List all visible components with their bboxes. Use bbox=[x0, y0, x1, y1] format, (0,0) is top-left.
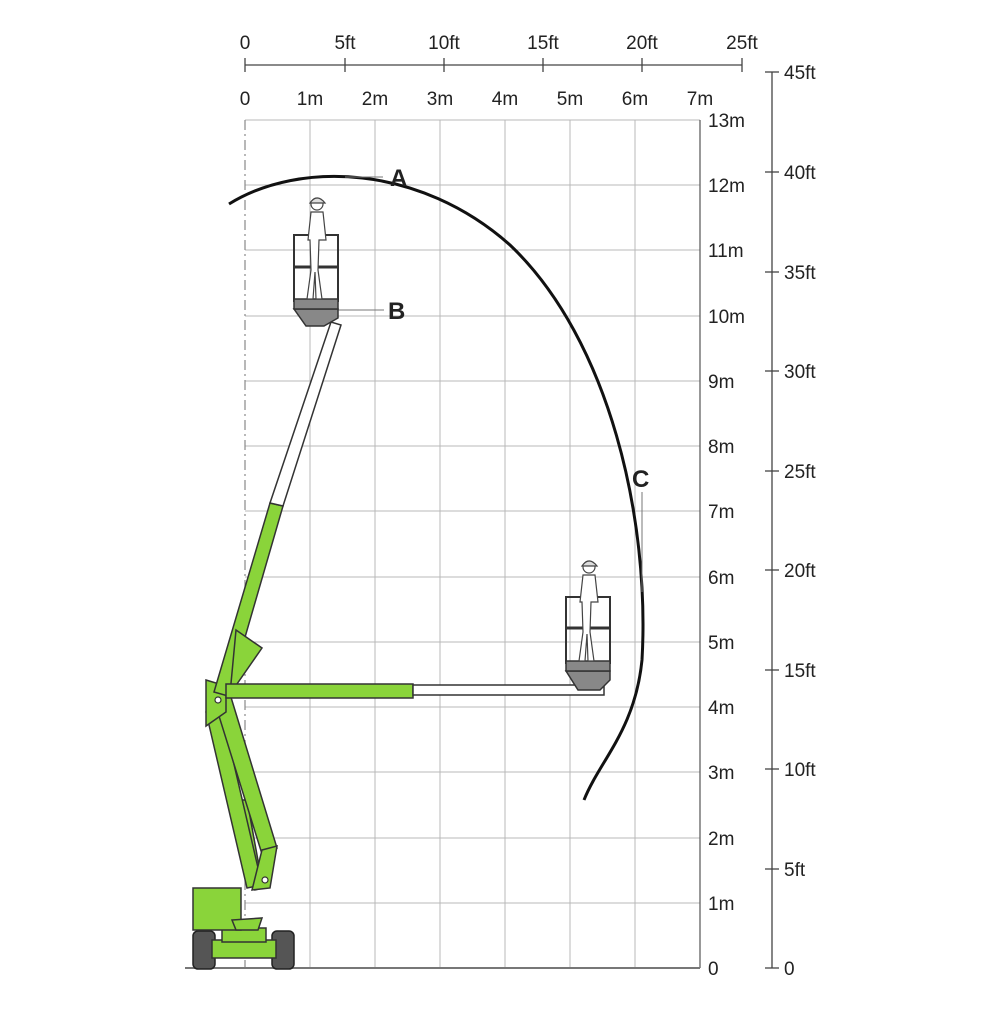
right-ft-tick-label: 45ft bbox=[784, 63, 816, 84]
right-ft-tick-label: 35ft bbox=[784, 263, 816, 284]
top-m-tick-label: 0 bbox=[239, 89, 251, 110]
right-ft-scale bbox=[765, 63, 816, 980]
right-m-tick-label: 10m bbox=[708, 307, 745, 328]
right-ft-tick-label: 10ft bbox=[784, 760, 816, 781]
right-ft-tick-label: 30ft bbox=[784, 362, 816, 383]
right-ft-tick-label: 40ft bbox=[784, 163, 816, 184]
right-ft-tick-label: 5ft bbox=[784, 860, 806, 881]
right-m-tick-label: 0 bbox=[708, 959, 719, 980]
right-ft-tick-label: 0 bbox=[784, 959, 795, 980]
right-ft-tick-label: 25ft bbox=[784, 462, 816, 483]
callout-c-label: C bbox=[632, 466, 650, 493]
right-m-tick-label: 2m bbox=[708, 829, 735, 850]
top-m-tick-label: 6m bbox=[621, 89, 649, 110]
callout-a-label: A bbox=[390, 165, 408, 192]
top-m-tick-label: 4m bbox=[491, 89, 519, 110]
right-m-tick-label: 1m bbox=[708, 894, 735, 915]
main-boom-horizontal bbox=[226, 684, 604, 698]
right-ft-tick-label: 20ft bbox=[784, 561, 816, 582]
top-ft-tick-label: 10ft bbox=[428, 33, 460, 54]
top-ft-tick-label: 5ft bbox=[334, 33, 356, 54]
right-m-tick-label: 6m bbox=[708, 568, 735, 589]
top-ft-tick-label: 0 bbox=[239, 33, 251, 54]
top-ft-tick-label: 25ft bbox=[726, 33, 758, 54]
right-m-tick-label: 4m bbox=[708, 698, 735, 719]
top-m-tick-label: 7m bbox=[686, 89, 714, 110]
top-m-tick-label: 2m bbox=[361, 89, 389, 110]
right-m-tick-label: 3m bbox=[708, 763, 735, 784]
top-m-scale bbox=[240, 89, 713, 110]
working-envelope-curve bbox=[229, 176, 643, 800]
callout-b bbox=[338, 298, 405, 325]
right-m-tick-label: 7m bbox=[708, 502, 735, 523]
top-m-tick-label: 1m bbox=[296, 89, 324, 110]
lower-arm-system bbox=[206, 680, 277, 890]
right-m-tick-label: 9m bbox=[708, 372, 735, 393]
top-ft-tick-label: 20ft bbox=[626, 33, 658, 54]
base-pivot bbox=[262, 877, 268, 883]
right-m-tick-label: 8m bbox=[708, 437, 735, 458]
top-ft-scale bbox=[240, 33, 759, 72]
horizontal-boom-green-section bbox=[226, 684, 413, 698]
callout-b-label: B bbox=[388, 298, 406, 325]
turntable-bracket bbox=[232, 918, 262, 930]
outreach-platform bbox=[566, 561, 610, 690]
outreach-basket-floor bbox=[566, 661, 610, 671]
right-m-tick-label: 13m bbox=[708, 111, 745, 132]
top-m-tick-label: 5m bbox=[556, 89, 584, 110]
right-m-tick-label: 12m bbox=[708, 176, 745, 197]
top-m-tick-label: 3m bbox=[426, 89, 454, 110]
right-m-scale bbox=[708, 111, 745, 980]
right-ft-tick-label: 15ft bbox=[784, 661, 816, 682]
right-m-tick-label: 11m bbox=[708, 241, 744, 262]
main-boom-raised bbox=[214, 322, 341, 696]
knuckle-pivot bbox=[215, 697, 221, 703]
upper-basket-floor bbox=[294, 299, 338, 309]
telescopic-boom-section bbox=[270, 322, 341, 506]
outreach-operator-figure bbox=[579, 561, 598, 661]
right-m-tick-label: 5m bbox=[708, 633, 735, 654]
top-ft-tick-label: 15ft bbox=[527, 33, 559, 54]
upper-platform bbox=[294, 198, 338, 326]
machine-chassis bbox=[193, 888, 294, 969]
